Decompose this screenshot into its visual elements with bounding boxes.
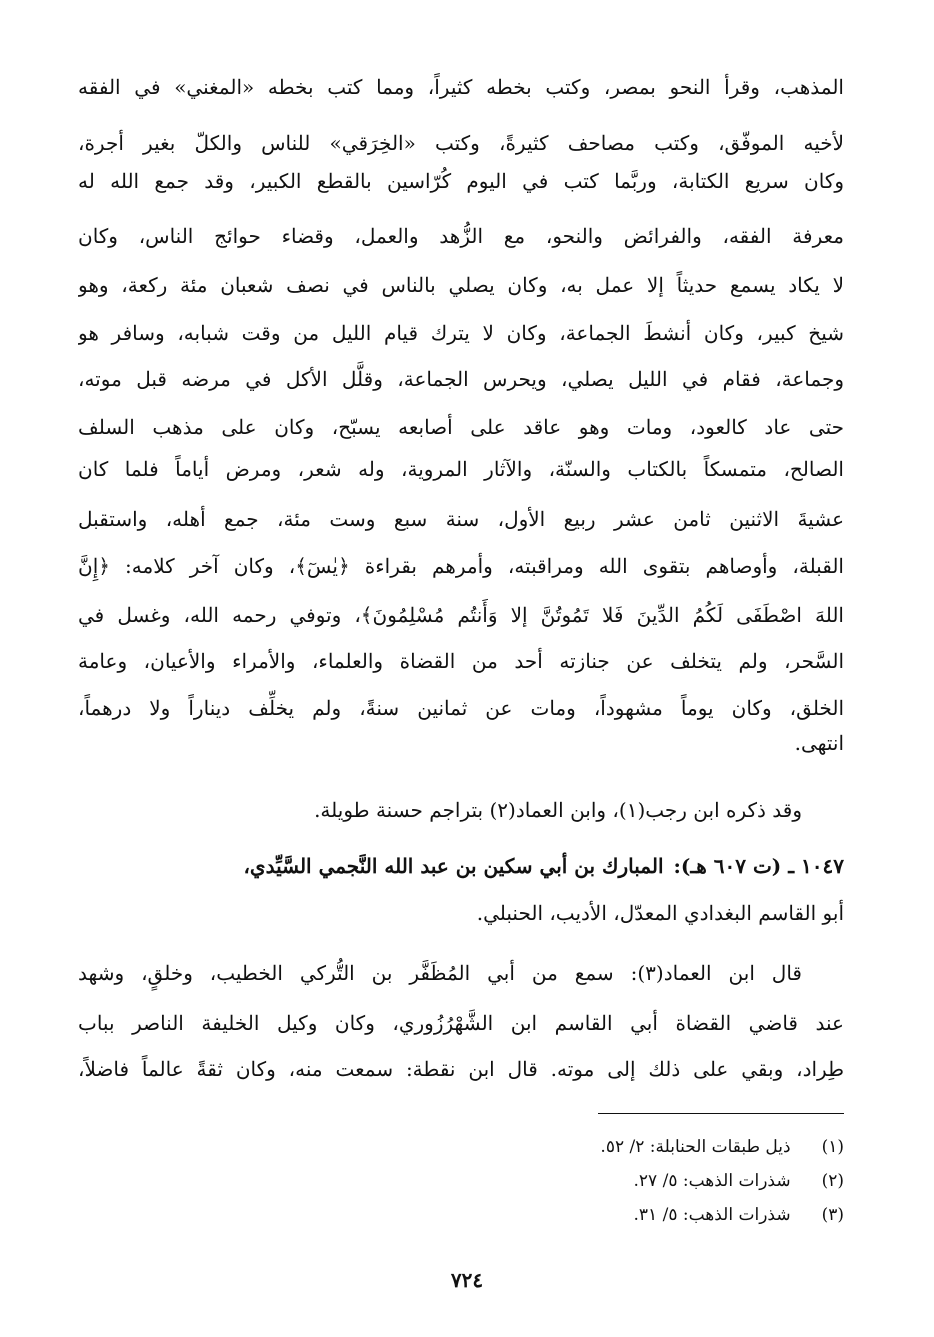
- footnote: [634, 1164, 844, 1198]
- footnote-number: (٣): [821, 1205, 844, 1225]
- footnote-separator: [598, 1113, 844, 1114]
- body-line: شيخ كبير، وكان أنشطَ الجماعة، وكان لا يترك قيام الليل من وقت شبابه، وسافر هو: [78, 321, 844, 345]
- footnote-text: شذرات الذهب: ٥/ ٢٧.: [633, 1171, 791, 1191]
- footnote: [634, 1198, 844, 1232]
- body-line: اللهَ اصْطَفَى لَكُمُ الدِّينَ فَلا تَمُوتُنَّ إلا وَأَنتُم مُسْلِمُونَ﴾، وتوفي رحمه الله، وغسل في: [78, 603, 844, 627]
- body-line: وكان سريع الكتابة، وربَّما كتب في اليوم كُرّاسين بالقطع الكبير، وقد جمع الله له: [78, 169, 844, 193]
- page-number: ٧٢٤: [450, 1268, 484, 1292]
- entry-heading: [78, 843, 844, 889]
- footnote: [600, 1130, 844, 1164]
- body-line: لأخيه الموفّق، وكتب مصاحف كثيرةً، وكتب «الخِرَقي» للناس والكلّ بغير أجرة،: [78, 131, 844, 155]
- entry-name: المبارك بن أبي سكين بن عبد الله النَّجمي السَّيِّدي،: [243, 854, 664, 878]
- entry-line: طِراد، وبقي على ذلك إلى موته. قال ابن نقطة: سمعت منه، وكان ثقةً عالماً فاضلاً،: [78, 1057, 844, 1081]
- footnote-number: (١): [821, 1137, 844, 1157]
- body-last-line: انتهى.: [794, 731, 844, 755]
- entry-number-date: ١٠٤٧ ـ (ت ٦٠٧ هـ):: [673, 854, 844, 878]
- mention-line: وقد ذكره ابن رجب(١)، وابن العماد(٢) بتراجم حسنة طويلة.: [314, 798, 802, 822]
- body-line: حتى عاد كالعود، ومات وهو عاقد على أصابعه يسبّح، وكان على مذهب السلف: [78, 415, 844, 439]
- entry-line: عند قاضي القضاة أبي القاسم ابن الشَّهْرُزُوري، وكان وكيل الخليفة الناصر بباب: [78, 1011, 844, 1035]
- body-line: لا يكاد يسمع حديثاً إلا عمل به، وكان يصلي بالناس في نصف شعبان مئة ركعة، وهو: [78, 273, 844, 297]
- footnote-text: شذرات الذهب: ٥/ ٣١.: [633, 1205, 791, 1225]
- body-line: وجماعة، فقام في الليل يصلي، ويحرس الجماعة، وقلَّل الأكل في مرضه قبل موته،: [78, 367, 844, 391]
- body-line: السَّحر، ولم يتخلف عن جنازته أحد من القضاة والعلماء، والأمراء والأعيان، وعامة: [78, 649, 844, 673]
- entry-line: قال ابن العماد(٣): سمع من أبي المُظَفَّر بن التُّركي الخطيب، وخلقٍ، وشهد: [78, 961, 802, 985]
- body-line: معرفة الفقه، والفرائض والنحو، مع الزُّهد والعمل، وقضاء حوائج الناس، وكان: [78, 224, 844, 248]
- footnote-text: ذيل طبقات الحنابلة: ٢/ ٥٢.: [600, 1137, 791, 1157]
- body-line: الخلق، وكان يوماً مشهوداً، ومات عن ثمانين سنةً، ولم يخلِّف ديناراً ولا درهماً،: [78, 696, 844, 720]
- footnote-number: (٢): [821, 1171, 844, 1191]
- body-line: القبلة، وأوصاهم بتقوى الله ومراقبته، وأمرهم بقراءة ﴿يٰسٓ﴾، وكان آخر كلامه: ﴿إِنَّ: [78, 554, 844, 578]
- entry-heading-line2: أبو القاسم البغدادي المعدّل، الأديب، الحنبلي.: [476, 901, 844, 925]
- body-line: الصالح، متمسكاً بالكتاب والسنّة، والآثار المروية، وله شعر، ومرض أياماً فلما كان: [78, 457, 844, 481]
- body-line: المذهب، وقرأ النحو بمصر، وكتب بخطه كثيراً، ومما كتب بخطه «المغني» في الفقه: [78, 75, 844, 99]
- body-line: عشيةَ الاثنين ثامن عشر ربيع الأول، سنة سبع وست مئة، جمع أهله، واستقبل: [78, 507, 844, 531]
